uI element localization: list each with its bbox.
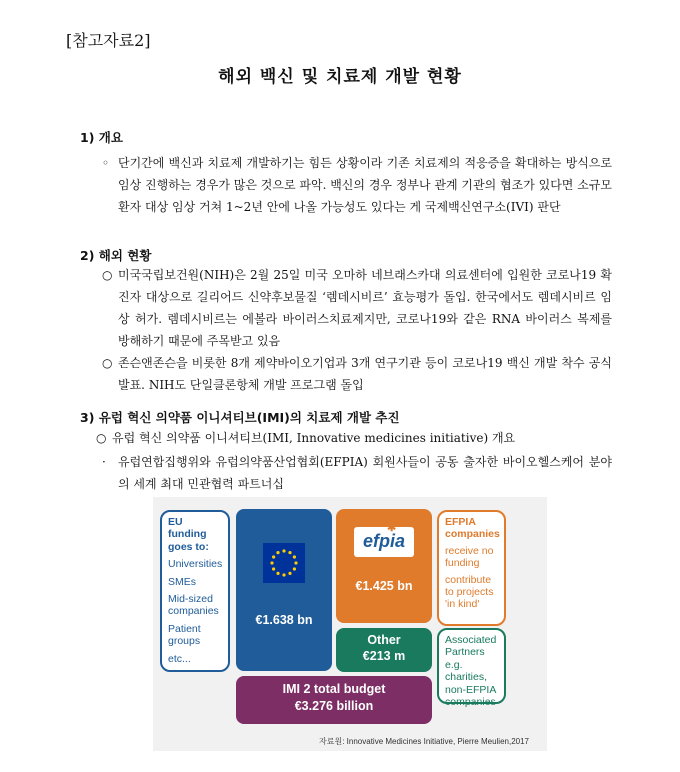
other-label: Other	[367, 633, 401, 647]
overview-paragraph	[102, 152, 612, 218]
bullet: ○	[102, 356, 113, 370]
efpia-panel-item: receive no funding	[445, 544, 494, 570]
other-contribution-box	[336, 628, 432, 672]
total-budget-label: IMI 2 total budget	[282, 682, 386, 696]
eu-funding-item: etc...	[168, 652, 191, 665]
paragraph-text: 단기간에 백신과 치료제 개발하기는 힘든 상황이라 기존 치료제의 적응증을 확대하는 방식으로 임상 진행하는 경우가 많은 것으로 파악. 백신의 경우 정부나 관계 기관의 협조가 있다면 소규모 환자 대상 임상 거쳐 1~2년 안에 나올 가능성도 있다는 게 국제백신연구소(IVI) 판단	[118, 156, 612, 214]
efpia-panel-heading: EFPIA companies	[445, 516, 500, 541]
overseas-paragraph-1	[102, 264, 612, 352]
imi-paragraph-1	[96, 427, 612, 449]
associated-partners-text: Associated Partners e.g. charities, non-EFPIA companies	[445, 634, 497, 709]
eu-contribution-box	[236, 509, 332, 671]
bullet: ○	[102, 268, 113, 282]
eu-funding-item: Universities	[168, 558, 223, 571]
bullet: ◦	[102, 156, 110, 170]
reference-tag: [참고자료2]	[66, 31, 151, 50]
efpia-contribution-box	[336, 509, 432, 623]
eu-flag-icon	[263, 543, 305, 583]
section-heading-overview: 1) 개요	[80, 130, 123, 145]
paragraph-text: 유럽연합집행위와 유럽의약품산업협회(EFPIA) 회원사들이 공동 출자한 바이오헬스케어 분야의 세계 최대 민관협력 파트너십	[118, 455, 612, 491]
eu-funding-item: SMEs	[168, 575, 197, 588]
overseas-paragraph-2	[102, 352, 612, 396]
efpia-logo	[354, 522, 414, 557]
paragraph-text: 유럽 혁신 의약품 이니셔티브(IMI, Innovative medicines initiative) 개요	[112, 431, 516, 445]
bullet: ·	[102, 455, 106, 469]
paragraph-text: 미국국립보건원(NIH)은 2월 25일 미국 오마하 네브래스카대 의료센터에 입원한 코로나19 확진자 대상으로 길리어드 신약후보물질 ‘렘데시비르’ 효능평가 돌입. 한국에서도 렘데시비르 임상 허가. 렘데시비르는 에볼라 바이러스치료제지만, 코로나19와 같은 RNA 바이러스 복제를 방해하기 때문에 주목받고 있음	[118, 268, 612, 348]
bullet: ○	[96, 431, 107, 445]
section-heading-overseas: 2) 해외 현황	[80, 248, 152, 263]
eu-funding-panel	[160, 510, 230, 672]
section-heading-imi: 3) 유럽 혁신 의약품 이니셔티브(IMI)의 치료제 개발 추진	[80, 410, 400, 425]
asterisk-icon: ✱	[387, 522, 397, 534]
total-budget-amount: €3.276 billion	[294, 699, 374, 713]
imi-budget-infographic	[153, 497, 547, 751]
eu-funding-heading: EU funding goes to:	[168, 516, 209, 553]
source-caption: 자료원: Innovative Medicines Initiative, Pierre Meulien,2017	[319, 737, 529, 746]
efpia-logo-text: efpia	[362, 531, 405, 551]
efpia-amount: €1.425 bn	[355, 579, 413, 593]
eu-funding-item: Mid-sized companies	[168, 593, 219, 618]
associated-partners-panel	[437, 628, 506, 709]
eu-amount: €1.638 bn	[255, 613, 313, 627]
other-amount: €213 m	[362, 649, 406, 663]
efpia-panel-item: contribute to projects 'in kind'	[445, 573, 494, 611]
imi-paragraph-2	[102, 451, 612, 495]
efpia-companies-panel	[437, 510, 506, 626]
paragraph-text: 존슨앤존슨을 비롯한 8개 제약바이오기업과 3개 연구기관 등이 코로나19 백신 개발 착수 공식 발표. NIH도 단일클론항체 개발 프로그램 돌입	[118, 356, 612, 392]
total-budget-box	[236, 676, 432, 724]
page-title: 해외 백신 및 치료제 개발 현황	[218, 67, 462, 87]
eu-funding-item: Patient groups	[168, 622, 201, 648]
